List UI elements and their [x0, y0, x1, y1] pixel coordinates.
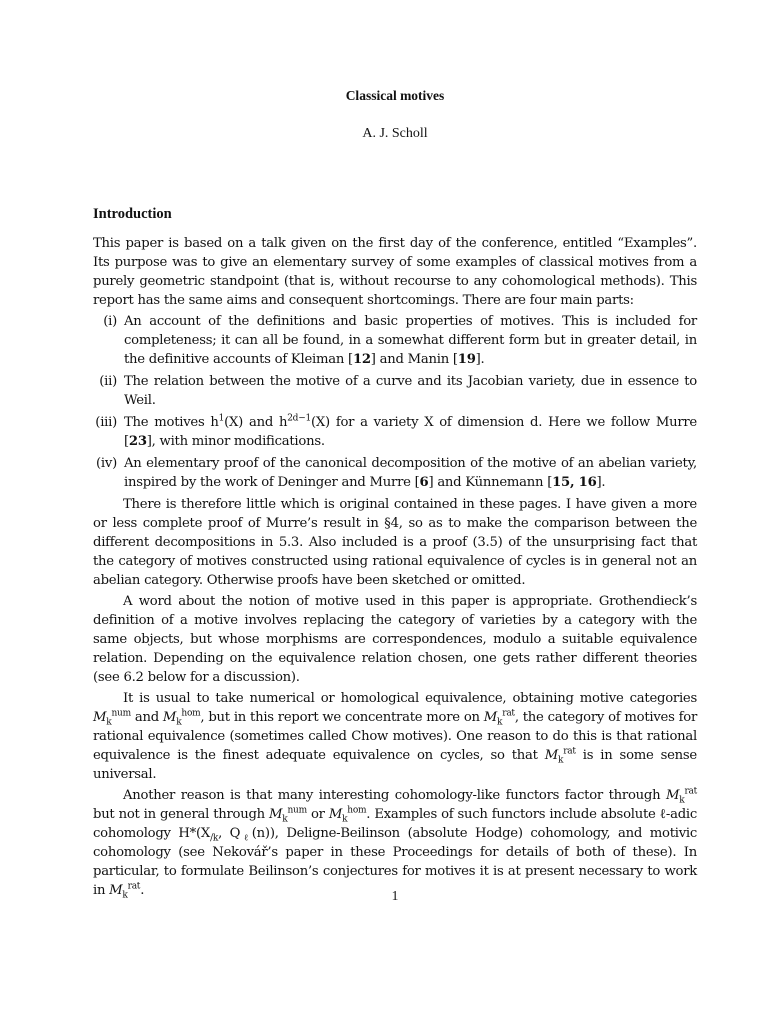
paragraph-4: It is usual to take numerical or homological equivalence, obtaining motive categories $M_k^{num}$ and $M_k^{hom}$, but in this report we concentrate more on $M_k^{rat}$, the category of motives for rational equivalence (sometimes called Chow motives). One reason to do this is that rational equivalence is the finest adequate equivalence on cycles, so that $M_k^{rat}$ is in some sense universal. — [93, 691, 697, 782]
list-item: (ii) The relation between the motive of a curve and its Jacobian variety, due in essence to Weil. — [99, 374, 697, 408]
page-number: 1 — [391, 888, 399, 903]
body-text — [93, 234, 697, 902]
list-item: (iv) An elementary proof of the canonical decomposition of the motive of an abelian variety, inspired by the work of Deninger and Murre [6] and Künnemann [15, 16]. — [96, 456, 697, 490]
section-heading: Introduction — [93, 206, 172, 222]
list-item: (iii) The motives $h^1(X)$ and $h^{2d-1}(X)$ for a variety X of dimension d. Here we follow Murre [23], with minor modifications. — [95, 413, 697, 449]
paper-author: A. J. Scholl — [362, 126, 428, 141]
paragraph-1: This paper is based on a talk given on the first day of the conference, entitled “Examples”. Its purpose was to give an elementary survey of some examples of classical motives from a purely geometric standpoint (that is, without recourse to any cohomological methods). This report has the same aims and consequent shortcomings. There are four main parts: — [93, 236, 697, 308]
list-item: (i) An account of the definitions and basic properties of motives. This is included for completeness; it can all be found, in a somewhat different form but in greater detail, in the definitive accounts of Kleiman [12] and Manin [19]. — [103, 314, 697, 367]
paragraph-3: A word about the notion of motive used in this paper is appropriate. Grothendieck’s definition of a motive involves replacing the category of varieties by a category with the same objects, but whose morphisms are correspondences, modulo a suitable equivalence relation. Depending on the equivalence relation chosen, one gets rather different theories (see 6.2 below for a discussion). — [93, 594, 697, 685]
paragraph-2: There is therefore little which is original contained in these pages. I have given a more or less complete proof of Murre’s result in §4, so as to make the comparison between the different decompositions in 5.3. Also included is a proof (3.5) of the unsurprising fact that the category of motives constructed using rational equivalence of cycles is in general not an abelian category. Otherwise proofs have been sketched or omitted. — [93, 497, 697, 588]
paper-title: Classical motives — [345, 88, 445, 103]
parts-list — [93, 312, 697, 492]
paragraph-5: Another reason is that many interesting cohomology-like functors factor through $M_k^{rat}$ but not in general through $M_k^{num}$ or $M_k^{hom}$. Examples of such functors include absolute ℓ-adic cohomology $H*(X_{/k}$, $Q_\ell(n)$), Deligne-Beilinson (absolute Hodge) cohomology, and motivic cohomology (see Nekovář’s paper in these Proceedings for details of both of these). In particular, to formulate Beilinson’s conjectures for motives it is at present necessary to work in $M_k^{rat}$. — [93, 786, 698, 901]
